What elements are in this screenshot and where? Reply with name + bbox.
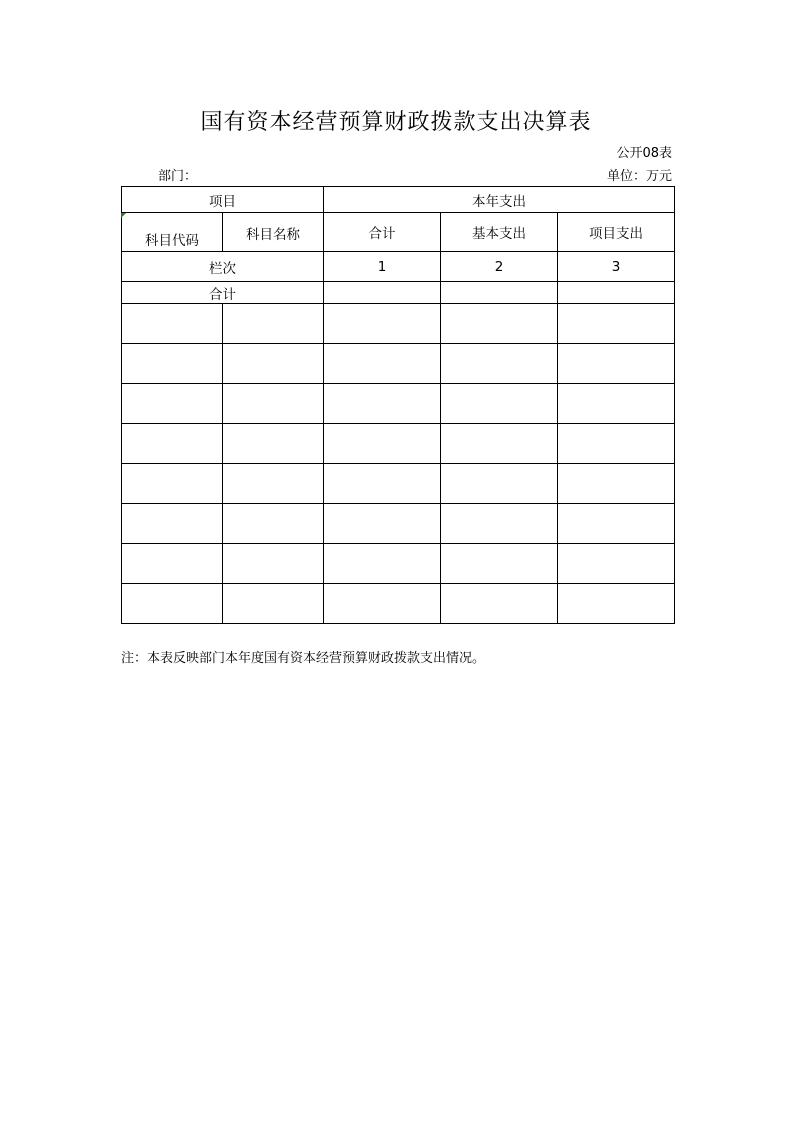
total-row-cell — [441, 282, 558, 304]
table-cell — [558, 464, 675, 504]
form-number: 公开08表 — [616, 146, 672, 161]
total-row — [122, 282, 675, 304]
header-row-1 — [122, 187, 675, 213]
table-cell — [324, 504, 441, 544]
table-cell — [122, 504, 223, 544]
table-cell — [122, 384, 223, 424]
header-total: 合计 — [324, 213, 441, 252]
table-row — [122, 584, 675, 624]
expenditure-table — [121, 186, 675, 624]
footnote: 注：本表反映部门本年度国有资本经营预算财政拨款支出情况。 — [121, 651, 486, 666]
table-cell — [558, 544, 675, 584]
table-cell — [324, 584, 441, 624]
header-row-2 — [122, 213, 675, 252]
total-row-cell — [324, 282, 441, 304]
table-cell — [223, 544, 324, 584]
table-cell — [441, 464, 558, 504]
header-project-spending: 项目支出 — [558, 213, 675, 252]
table-cell — [441, 544, 558, 584]
header-basic-spending: 基本支出 — [441, 213, 558, 252]
column-number-row — [122, 252, 675, 282]
table-cell — [223, 504, 324, 544]
column-number-3: 3 — [558, 252, 675, 282]
table-cell — [223, 384, 324, 424]
header-subject-name: 科目名称 — [223, 213, 324, 252]
table-cell — [558, 344, 675, 384]
header-current-year-spending: 本年支出 — [324, 187, 675, 213]
column-number-label: 栏次 — [122, 252, 324, 282]
unit-label: 单位：万元 — [606, 169, 672, 184]
table-cell — [558, 584, 675, 624]
table-cell — [558, 384, 675, 424]
table-row — [122, 544, 675, 584]
header-subject-code: 科目代码 — [122, 213, 223, 252]
table-row — [122, 384, 675, 424]
table-cell — [324, 544, 441, 584]
table-cell — [441, 344, 558, 384]
table-cell — [223, 584, 324, 624]
page-title: 国有资本经营预算财政拨款支出决算表 — [200, 110, 592, 135]
total-row-label: 合计 — [122, 282, 324, 304]
table-cell — [324, 344, 441, 384]
table-cell — [324, 424, 441, 464]
table-cell — [223, 304, 324, 344]
table-row — [122, 504, 675, 544]
table-row — [122, 424, 675, 464]
table-row — [122, 464, 675, 504]
table-cell — [223, 344, 324, 384]
table-cell — [441, 384, 558, 424]
table-row — [122, 344, 675, 384]
table-cell — [223, 424, 324, 464]
table-cell — [122, 424, 223, 464]
table-cell — [324, 384, 441, 424]
column-number-2: 2 — [441, 252, 558, 282]
table-cell — [324, 304, 441, 344]
table-row — [122, 304, 675, 344]
table-cell — [324, 464, 441, 504]
table-cell — [122, 584, 223, 624]
department-label: 部门： — [158, 169, 198, 184]
cell-comment-marker — [121, 213, 126, 218]
table-cell — [122, 544, 223, 584]
table-cell — [122, 344, 223, 384]
table-cell — [558, 504, 675, 544]
table-cell — [122, 304, 223, 344]
column-number-1: 1 — [324, 252, 441, 282]
table-cell — [441, 504, 558, 544]
table-cell — [223, 464, 324, 504]
table-cell — [122, 464, 223, 504]
table-cell — [558, 304, 675, 344]
table-cell — [441, 584, 558, 624]
table-cell — [441, 424, 558, 464]
header-item: 项目 — [122, 187, 324, 213]
table-cell — [441, 304, 558, 344]
table-cell — [558, 424, 675, 464]
total-row-cell — [558, 282, 675, 304]
